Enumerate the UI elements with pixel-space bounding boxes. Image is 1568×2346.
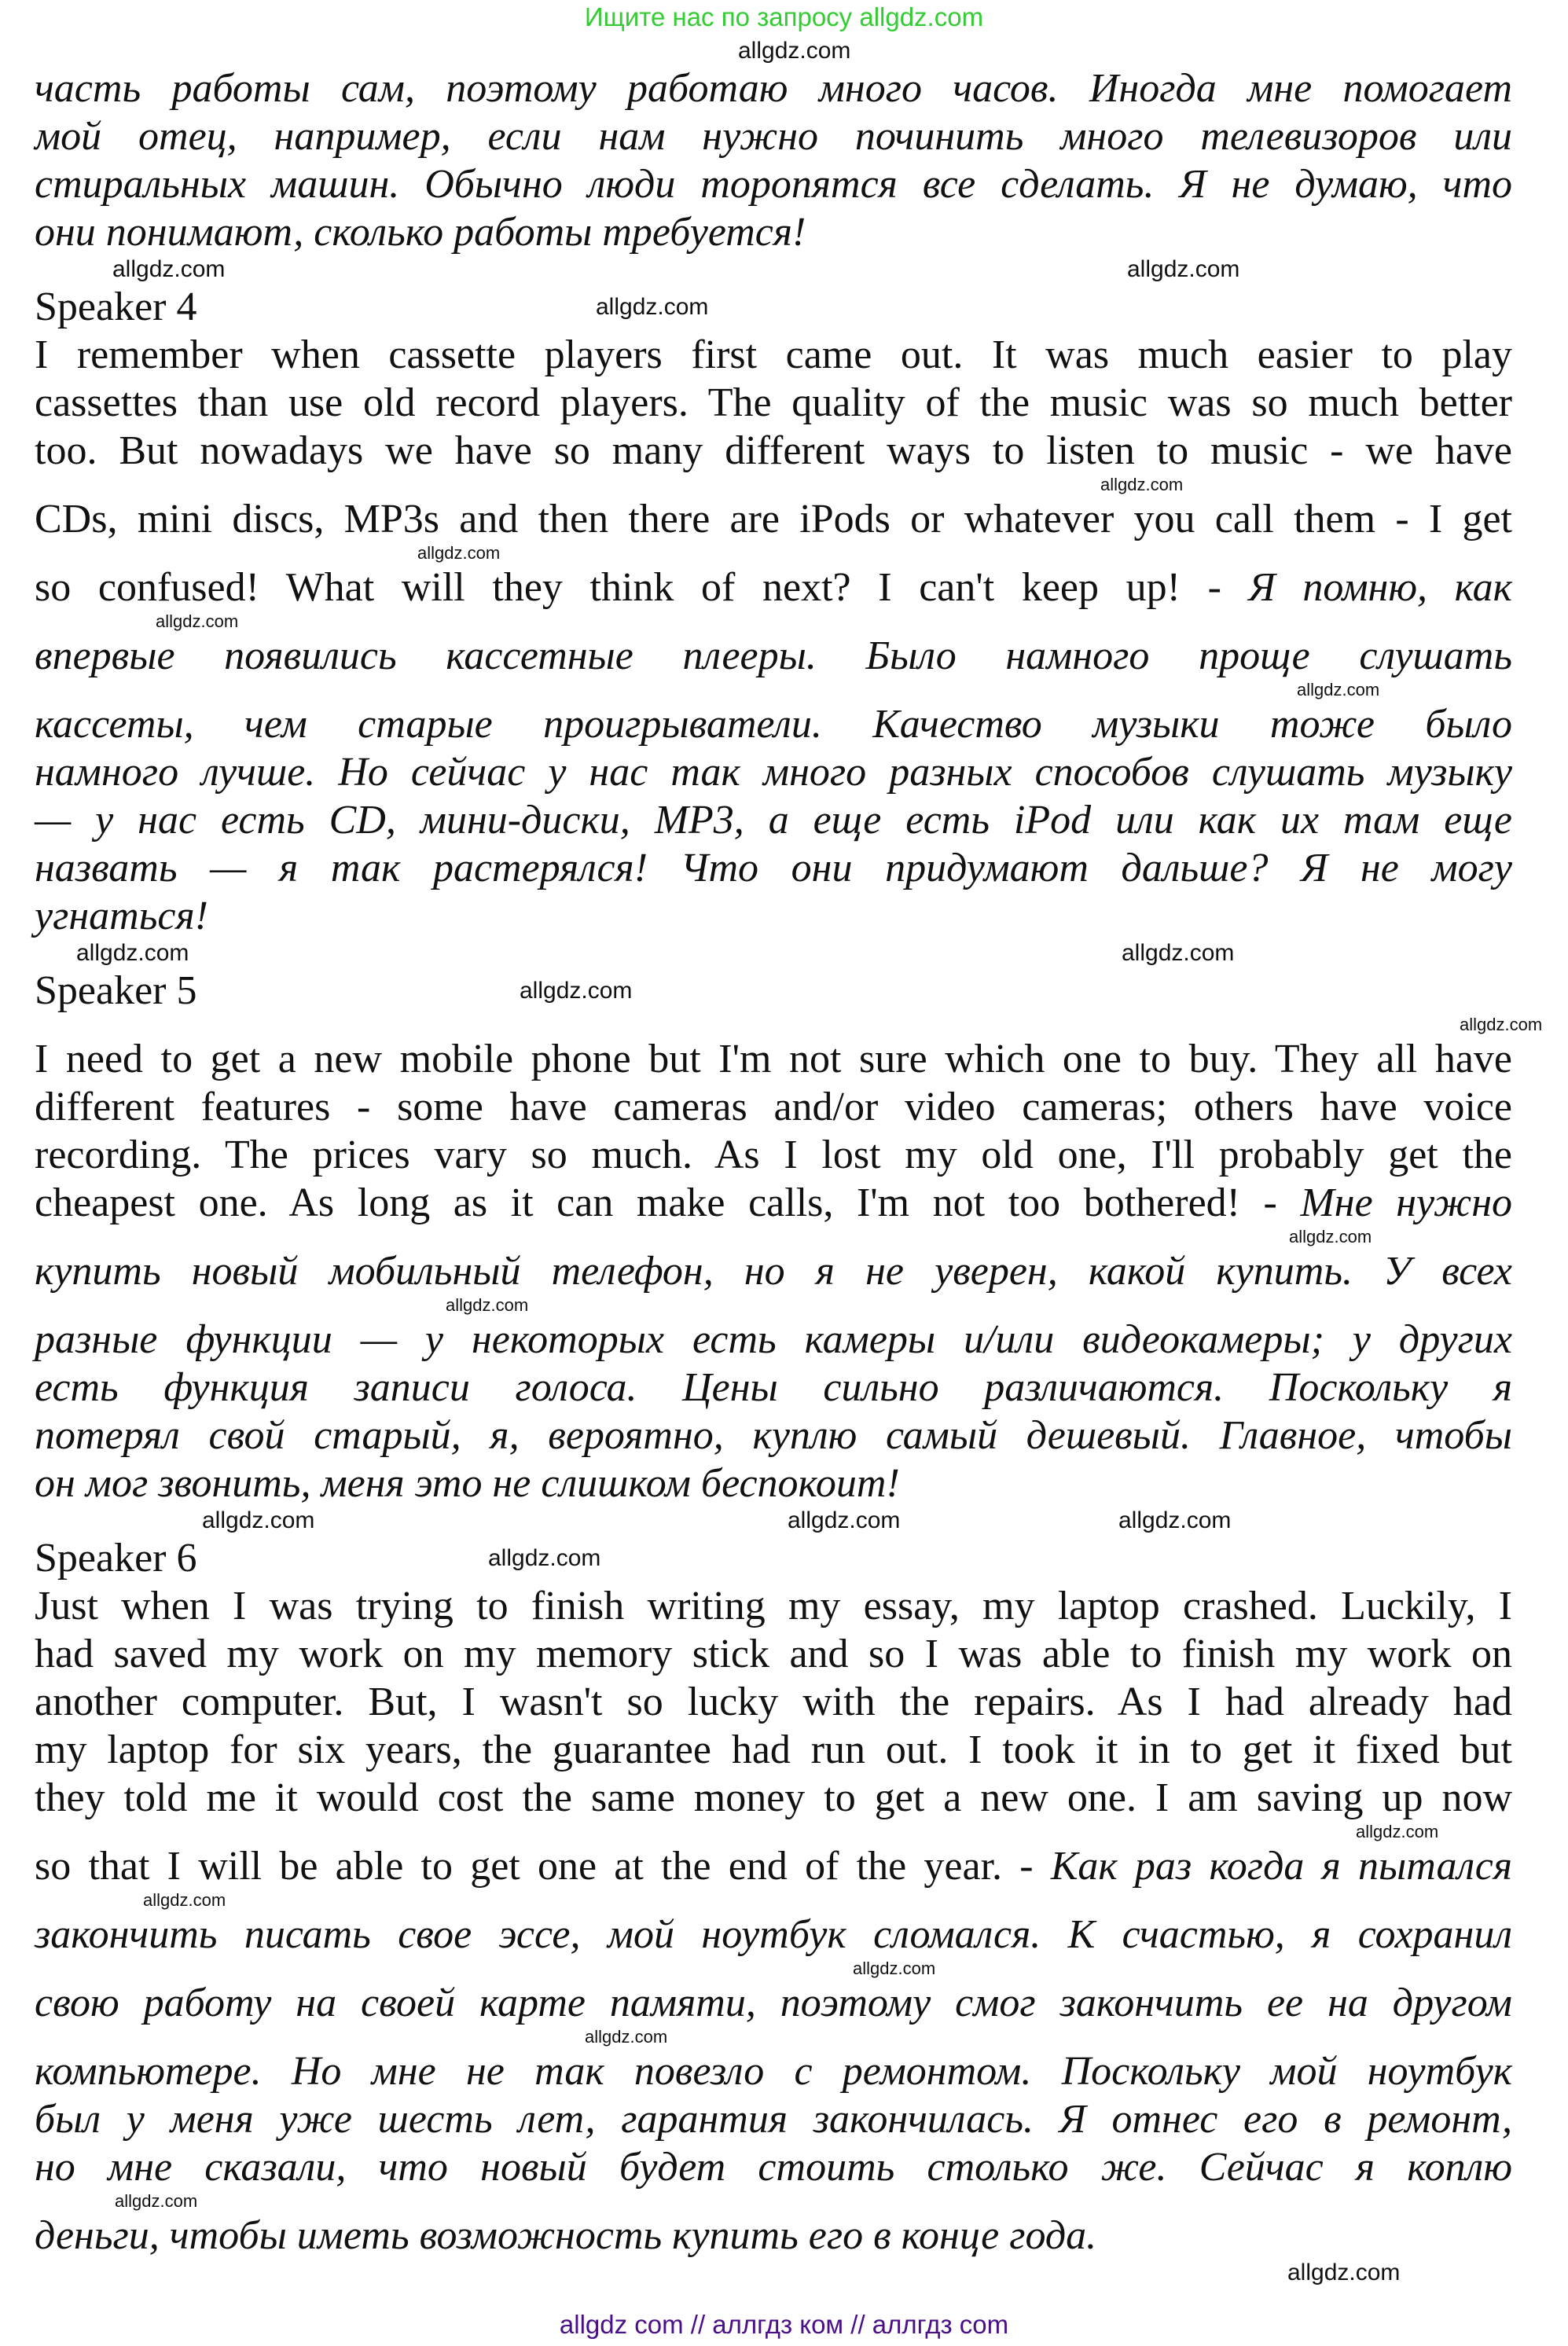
russian-translation-text: потерял свой старый, я, вероятно, куплю самый дешевый. Главное, чтобы — [35, 1413, 1512, 1458]
text-line — [35, 700, 1512, 748]
watermark: allgdz.com — [1100, 475, 1184, 494]
russian-translation-text: назвать — я так растерялся! Что они придумают дальше? Я не могу — [35, 846, 1512, 890]
russian-translation-text: часть работы сам, поэтому работаю много часов. Иногда мне помогает — [35, 66, 1512, 111]
russian-translation-text: закончить писать свое эссе, мой ноутбук сломался. К счастью, я сохранил — [35, 1912, 1512, 1957]
text-line — [35, 1459, 900, 1507]
watermark: allgdz.com — [417, 543, 501, 563]
russian-translation-text: кассеты, чем старые проигрыватели. Качество музыки тоже было — [35, 702, 1512, 747]
watermark-row — [0, 1822, 1568, 1842]
speaker-section-text — [35, 2047, 1512, 2191]
watermark: allgdz.com — [1118, 1507, 1232, 1533]
text-line — [35, 1316, 1512, 1364]
paragraph-continuation — [35, 64, 1512, 256]
speaker-section-text — [35, 632, 1512, 680]
speaker-heading: Speaker 5 — [35, 968, 197, 1013]
watermark: allgdz.com — [738, 38, 851, 64]
speaker-heading: Speaker 6 — [35, 1536, 197, 1581]
watermark: allgdz.com — [1297, 680, 1380, 699]
russian-translation-text: Мне нужно — [1300, 1180, 1512, 1225]
russian-translation-text: они понимают, сколько работы требуется! — [35, 210, 806, 255]
watermark-row — [0, 1507, 1568, 1534]
english-text: I need to get a new mobile phone but I'm not sure which one to buy. They all have — [35, 1037, 1512, 1081]
text-line — [35, 564, 1512, 611]
speaker-heading: Speaker 4 — [35, 285, 197, 329]
search-hint-header: Ищите нас по запросу allgdz.com — [584, 2, 984, 31]
text-line — [35, 1678, 1512, 1726]
text-line — [35, 632, 1512, 680]
speaker-section — [35, 283, 1512, 475]
text-line — [35, 1247, 1512, 1295]
watermark: allgdz.com — [143, 1890, 226, 1910]
watermark-row — [0, 2260, 1568, 2286]
english-text: recording. The prices vary so much. As I lost my old one, I'll probably get the — [35, 1133, 1512, 1177]
text-line — [35, 1842, 1512, 1890]
russian-translation-text: намного лучше. Но сейчас у нас так много разных способов слушать музыку — [35, 750, 1512, 795]
english-text: too. But nowadays we have so many different ways to listen to music - we have — [35, 428, 1512, 473]
russian-translation-text: угнаться! — [35, 894, 208, 938]
watermark-row — [0, 1959, 1568, 1979]
text-line — [35, 1774, 1512, 1822]
watermark: allgdz.com — [1127, 256, 1240, 282]
text-line — [35, 1911, 1512, 1959]
english-text: so confused! What will they think of next? I can't keep up! - — [35, 565, 1249, 610]
watermark-row — [0, 1890, 1568, 1911]
watermark: allgdz.com — [1289, 1227, 1372, 1246]
speaker-section — [35, 967, 1512, 1015]
watermark: allgdz.com — [488, 1545, 601, 1571]
watermark: allgdz.com — [156, 611, 239, 631]
speaker-section-text — [35, 564, 1512, 611]
watermark: allgdz.com — [1460, 1015, 1543, 1034]
text-line — [35, 1364, 1512, 1412]
watermark-row — [0, 543, 1568, 564]
russian-translation-text: свою работу на своей карте памяти, поэтому смог закончить ее на другом — [35, 1981, 1512, 2025]
speaker-section-text — [35, 1842, 1512, 1890]
english-text: cassettes than use old record players. The quality of the music was so much better — [35, 380, 1512, 425]
russian-translation-text: Как раз когда я пытался — [1050, 1844, 1512, 1889]
russian-translation-text: но мне сказали, что новый будет стоить столько же. Сейчас я коплю — [35, 2145, 1512, 2190]
speaker-heading-row — [35, 967, 1512, 1015]
english-text: they told me it would cost the same money to get a new one. I am saving up now — [35, 1775, 1512, 1820]
text-line — [35, 331, 1512, 379]
speaker-section-text — [35, 1316, 1512, 1507]
text-line — [35, 796, 1512, 844]
russian-translation-text: он мог звонить, меня это не слишком беспокоит! — [35, 1461, 900, 1506]
document-body — [0, 38, 1568, 2286]
text-line — [35, 1582, 1512, 1630]
watermark: allgdz.com — [1287, 2260, 1401, 2285]
russian-translation-text: разные функции — у некоторых есть камеры и/или видеокамеры; у других — [35, 1317, 1512, 1362]
text-line — [35, 1412, 1512, 1459]
text-line — [35, 1035, 1512, 1083]
speaker-heading-row — [35, 283, 1512, 331]
text-line — [35, 1630, 1512, 1678]
watermark: allgdz.com — [853, 1959, 936, 1978]
watermark-row — [0, 940, 1568, 967]
english-text: so that I will be able to get one at the end of the year. - — [35, 1844, 1051, 1889]
speaker-section — [35, 1534, 1512, 1822]
speaker-section-text — [35, 495, 1512, 543]
speaker-section-text — [35, 1035, 1512, 1227]
russian-translation-text: купить новый мобильный телефон, но я не уверен, какой купить. У всех — [35, 1249, 1512, 1294]
watermark: allgdz.com — [1122, 940, 1235, 966]
watermark: allgdz.com — [585, 2027, 668, 2047]
text-line — [35, 2047, 1512, 2095]
text-line — [35, 748, 1512, 796]
speaker-section-text — [35, 1247, 1512, 1295]
english-text: different features - some have cameras and/or video cameras; others have voice — [35, 1085, 1512, 1129]
russian-translation-text: компьютере. Но мне не так повезло с ремонтом. Поскольку мой ноутбук — [35, 2049, 1512, 2094]
watermark: allgdz.com — [788, 1507, 901, 1533]
footer-site-links: allgdz com // аллгдз ком // аллгдз com — [559, 2310, 1009, 2339]
text-line — [35, 379, 1512, 427]
text-line — [35, 892, 208, 940]
speaker-section-text — [35, 2212, 1512, 2260]
speaker-section-text — [35, 700, 1512, 940]
text-line — [35, 208, 806, 256]
text-line — [35, 112, 1512, 160]
english-text: had saved my work on my memory stick and so I was able to finish my work on — [35, 1632, 1512, 1676]
watermark-row — [0, 256, 1568, 283]
text-line — [35, 2095, 1512, 2143]
watermark: allgdz.com — [115, 2191, 198, 2211]
russian-translation-text: есть функция записи голоса. Цены сильно различаются. Поскольку я — [35, 1365, 1512, 1410]
text-line — [35, 495, 1512, 543]
russian-translation-text: — у нас есть CD, мини-диски, MP3, а еще есть iPod или как их там еще — [35, 798, 1512, 843]
english-text: CDs, mini discs, MP3s and then there are iPods or whatever you call them - I get — [35, 497, 1512, 542]
watermark-row — [0, 611, 1568, 632]
speaker-section-text — [35, 1979, 1512, 2027]
watermark: allgdz.com — [76, 940, 189, 966]
watermark-row — [0, 2191, 1568, 2212]
text-line — [35, 427, 1512, 475]
watermark-row — [0, 680, 1568, 700]
text-line — [35, 1726, 1512, 1774]
text-line — [35, 1131, 1512, 1179]
english-text: another computer. But, I wasn't so lucky with the repairs. As I had already had — [35, 1680, 1512, 1724]
text-line — [35, 1179, 1512, 1227]
english-text: my laptop for six years, the guarantee had run out. I took it in to get it fixed but — [35, 1727, 1512, 1772]
russian-translation-text: Я помню, как — [1248, 565, 1512, 610]
text-line — [35, 844, 1512, 892]
russian-translation-text: стиральных машин. Обычно люди торопятся все сделать. Я не думаю, что — [35, 162, 1512, 207]
watermark: allgdz.com — [596, 294, 709, 320]
watermark: allgdz.com — [446, 1295, 529, 1315]
watermark-row — [0, 38, 1568, 64]
russian-translation-text: мой отец, например, если нам нужно починить много телевизоров или — [35, 114, 1512, 159]
watermark-row — [0, 1015, 1568, 1035]
watermark: allgdz.com — [1356, 1822, 1439, 1841]
russian-translation-text: впервые появились кассетные плееры. Было намного проще слушать — [35, 633, 1512, 678]
english-text: Just when I was trying to finish writing my essay, my laptop crashed. Luckily, I — [35, 1584, 1512, 1628]
watermark-row — [0, 1227, 1568, 1247]
text-line — [35, 1083, 1512, 1131]
text-line — [35, 2143, 1512, 2191]
watermark-row — [0, 2027, 1568, 2047]
text-line — [35, 1979, 1512, 2027]
english-text: cheapest one. As long as it can make calls, I'm not too bothered! - — [35, 1180, 1301, 1225]
speaker-section-text — [35, 1911, 1512, 1959]
speaker-heading-row — [35, 1534, 1512, 1582]
text-line — [35, 160, 1512, 208]
text-line — [35, 2212, 1096, 2260]
russian-translation-text: был у меня уже шесть лет, гарантия закончилась. Я отнес его в ремонт, — [35, 2097, 1512, 2142]
russian-translation-text: деньги, чтобы иметь возможность купить его в конце года. — [35, 2213, 1097, 2258]
watermark: allgdz.com — [202, 1507, 315, 1533]
english-text: I remember when cassette players first came out. It was much easier to play — [35, 332, 1512, 377]
watermark-row — [0, 1295, 1568, 1316]
watermark: allgdz.com — [112, 256, 226, 282]
watermark-row — [0, 475, 1568, 495]
text-line — [35, 64, 1512, 112]
watermark: allgdz.com — [520, 978, 633, 1004]
